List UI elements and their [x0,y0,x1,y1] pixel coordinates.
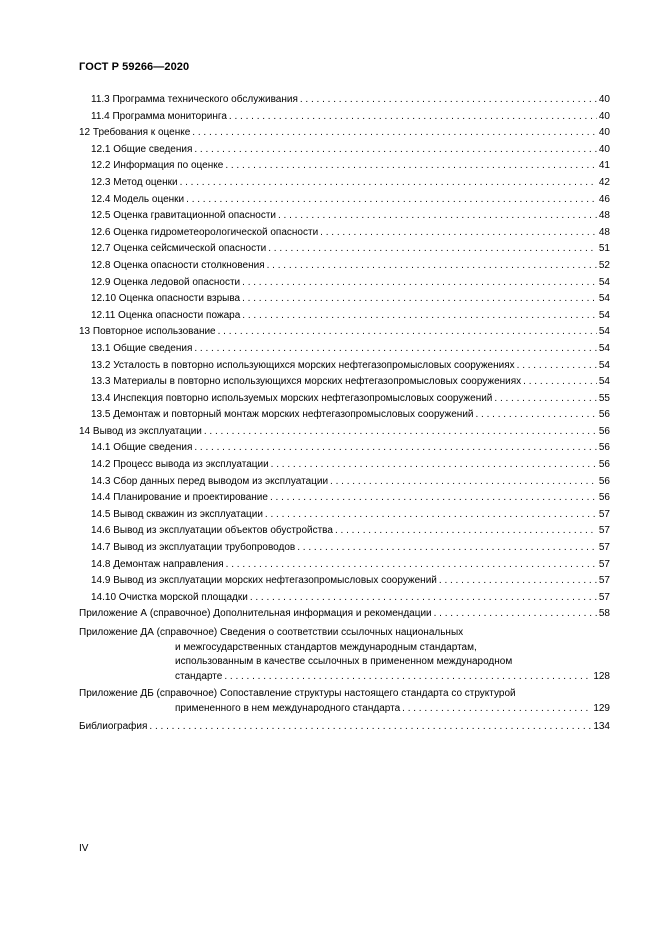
toc-entry-title: 12.1 Общие сведения [91,143,193,155]
toc-entry-page: 54 [598,326,610,338]
toc-entries [79,92,610,623]
toc-entry-appendix-db[interactable] [79,687,610,716]
toc-leader-dots [242,308,597,325]
toc-leader-dots [218,324,597,341]
toc-leader-dots [226,557,597,574]
toc-entry-appendix-da[interactable] [79,626,610,684]
toc-entry-page: 48 [598,210,610,222]
toc-entry-page: 40 [598,127,610,139]
bibliography-page: 134 [593,721,610,732]
appendix-da-line1: Приложение ДА (справочное) Сведения о соответствии ссылочных национальных [79,627,464,638]
toc-leader-dots [320,225,597,242]
toc-leader-dots [270,490,597,507]
toc-leader-dots [517,358,597,375]
toc-entry-title: 11.3 Программа технического обслуживания [91,94,298,105]
toc-leader-dots [229,109,597,126]
toc-entry-title: 12.3 Метод оценки [91,176,178,188]
toc-entry-title: 14 Вывод из эксплуатации [79,425,202,437]
document-header: ГОСТ Р 59266—2020 [79,61,190,73]
toc-entry[interactable] [79,407,610,424]
toc-leader-dots [278,208,597,225]
toc-entry-title: 14.6 Вывод из эксплуатации объектов обустройства [91,525,333,537]
toc-entry-page: 48 [598,226,610,238]
toc-leader-dots [204,424,597,441]
toc-leader-dots [250,590,597,607]
toc-entry-title: 14.4 Планирование и проектирование [91,492,268,504]
toc-entry-page: 57 [598,508,610,520]
toc-entry-title: 12 Требования к оценке [79,127,191,139]
toc-entry-page: 56 [598,459,610,471]
toc-entry-title: 13.3 Материалы в повторно использующихся морских нефтегазопромысловых сооружениях [91,376,522,388]
toc-entry-page: 55 [598,392,610,404]
toc-entry-page: 56 [598,425,610,437]
toc-entry-title: 12.8 Оценка опасности столкновения [91,259,265,271]
toc-entry-page: 56 [598,409,610,421]
toc-leader-dots [439,573,597,590]
appendix-db-line2: примененного в нем международного стандарта [175,702,401,714]
toc-leader-dots [192,125,597,142]
toc-leader-dots [265,507,597,524]
toc-leader-dots [194,440,597,457]
toc-entry-title: 12.9 Оценка ледовой опасности [91,276,241,288]
toc-leader-dots [149,719,591,736]
appendix-db-line1: Приложение ДБ (справочное) Сопоставление структуры настоящего стандарта со структурой [79,688,516,699]
toc-entry-title: 12.4 Модель оценки [91,193,185,205]
toc-entry-title: 13.5 Демонтаж и повторный монтаж морских нефтегазопромысловых сооружений [91,409,474,421]
toc-entry-page: 57 [598,525,610,537]
page-number: IV [79,843,89,854]
toc-entry-title: Приложение А (справочное) Дополнительная информация и рекомендации [79,608,432,620]
toc-entry[interactable] [79,457,610,474]
toc-entry[interactable] [79,192,610,209]
toc-entry[interactable] [79,324,610,341]
toc-leader-dots [225,158,597,175]
toc-entry[interactable] [79,125,610,142]
toc-entry[interactable] [79,175,610,192]
toc-entry-page: 40 [598,94,610,105]
toc-entry-page: 51 [598,243,610,255]
toc-entry[interactable] [79,557,610,574]
toc-entry-title: 14.2 Процесс вывода из эксплуатации [91,459,269,471]
toc-entry-title: 14.9 Вывод из эксплуатации морских нефтегазопромысловых сооружений [91,575,437,587]
toc-entry-page: 54 [598,342,610,354]
toc-entry-page: 58 [598,608,610,620]
toc-entry-bibliography[interactable] [79,719,610,736]
toc-entry-page: 52 [598,259,610,271]
toc-leader-dots [180,175,597,192]
toc-entry[interactable] [79,474,610,491]
toc-entry-title: 14.3 Сбор данных перед выводом из эксплуатации [91,475,329,487]
toc-entry[interactable] [79,440,610,457]
toc-leader-dots [297,540,597,557]
toc-entry[interactable] [79,308,610,325]
toc-entry-page: 46 [598,193,610,205]
toc-entry[interactable] [79,573,610,590]
toc-entry[interactable] [79,92,610,109]
toc-entry[interactable] [79,109,610,126]
toc-entry[interactable] [79,258,610,275]
toc-entry-page: 54 [598,293,610,305]
toc-entry-title: 12.11 Оценка опасности пожара [91,309,241,321]
toc-leader-dots [523,374,597,391]
appendix-da-line3: использованным в качестве ссылочных в примененном международном [175,656,513,667]
toc-leader-dots [242,275,597,292]
toc-entry-page: 54 [598,309,610,321]
toc-entry[interactable] [79,374,610,391]
table-of-contents [79,92,610,736]
toc-entry-page: 54 [598,376,610,388]
toc-entry-title: 14.1 Общие сведения [91,442,193,454]
appendix-da-line4: стандарте [175,670,223,682]
toc-entry-title: 12.2 Информация по оценке [91,160,224,172]
toc-entry-page: 56 [598,492,610,504]
toc-entry[interactable] [79,540,610,557]
toc-entry-page: 54 [598,359,610,371]
toc-entry[interactable] [79,606,610,623]
toc-entry-title: 12.10 Оценка опасности взрыва [91,293,241,305]
toc-leader-dots [268,241,597,258]
toc-entry-title: 14.7 Вывод из эксплуатации трубопроводов [91,542,296,554]
toc-entry-page: 54 [598,276,610,288]
toc-entry-title: 13.4 Инспекция повторно используемых морских нефтегазопромысловых сооружений [91,392,493,404]
toc-entry[interactable] [79,158,610,175]
toc-leader-dots [300,92,597,109]
toc-entry[interactable] [79,424,610,441]
appendix-db-page: 129 [593,702,610,714]
bibliography-title: Библиография [79,721,148,732]
toc-leader-dots [267,258,597,275]
toc-entry-page: 57 [598,542,610,554]
toc-entry-page: 57 [598,558,610,570]
toc-entry-title: 14.5 Вывод скважин из эксплуатации [91,508,263,520]
toc-entry[interactable] [79,341,610,358]
toc-entry[interactable] [79,291,610,308]
toc-entry-page: 41 [598,160,610,172]
toc-leader-dots [186,192,597,209]
toc-entry[interactable] [79,358,610,375]
toc-entry-title: 12.6 Оценка гидрометеорологической опасности [91,226,319,238]
toc-entry-page: 42 [598,176,610,188]
toc-entry-page: 40 [598,143,610,155]
appendix-da-page: 128 [593,670,610,682]
toc-entry-page: 40 [598,110,610,122]
toc-entry-title: 14.10 Очистка морской площадки [91,591,248,603]
toc-leader-dots [194,341,597,358]
toc-entry-title: 11.4 Программа мониторинга [91,110,227,122]
toc-entry-page: 56 [598,475,610,487]
toc-entry[interactable] [79,241,610,258]
toc-entry-title: 13.2 Усталость в повторно использующихся морских нефтегазопромысловых сооружениях [91,359,515,371]
toc-leader-dots [194,142,597,159]
toc-entry[interactable] [79,208,610,225]
toc-leader-dots [330,474,597,491]
toc-entry[interactable] [79,490,610,507]
toc-entry-page: 57 [598,575,610,587]
toc-leader-dots [335,523,597,540]
toc-entry-title: 13 Повторное использование [79,326,216,338]
toc-entry[interactable] [79,391,610,408]
toc-entry[interactable] [79,142,610,159]
toc-leader-dots [434,606,597,623]
toc-leader-dots [494,391,596,408]
toc-entry[interactable] [79,590,610,607]
toc-entry-title: 12.5 Оценка гравитационной опасности [91,210,276,222]
toc-leader-dots [242,291,597,308]
toc-entry-title: 14.8 Демонтаж направления [91,558,224,570]
toc-leader-dots [224,670,591,685]
toc-entry[interactable] [79,507,610,524]
toc-entry-title: 12.7 Оценка сейсмической опасности [91,243,267,255]
toc-entry[interactable] [79,225,610,242]
toc-entry-page: 56 [598,442,610,454]
toc-leader-dots [271,457,597,474]
toc-leader-dots [402,702,591,717]
toc-entry-page: 57 [598,591,610,603]
appendix-da-line2: и межгосударственных стандартов международным стандартам, [175,641,477,653]
toc-entry-title: 13.1 Общие сведения [91,342,193,354]
toc-leader-dots [476,407,597,424]
toc-entry[interactable] [79,275,610,292]
toc-entry[interactable] [79,523,610,540]
